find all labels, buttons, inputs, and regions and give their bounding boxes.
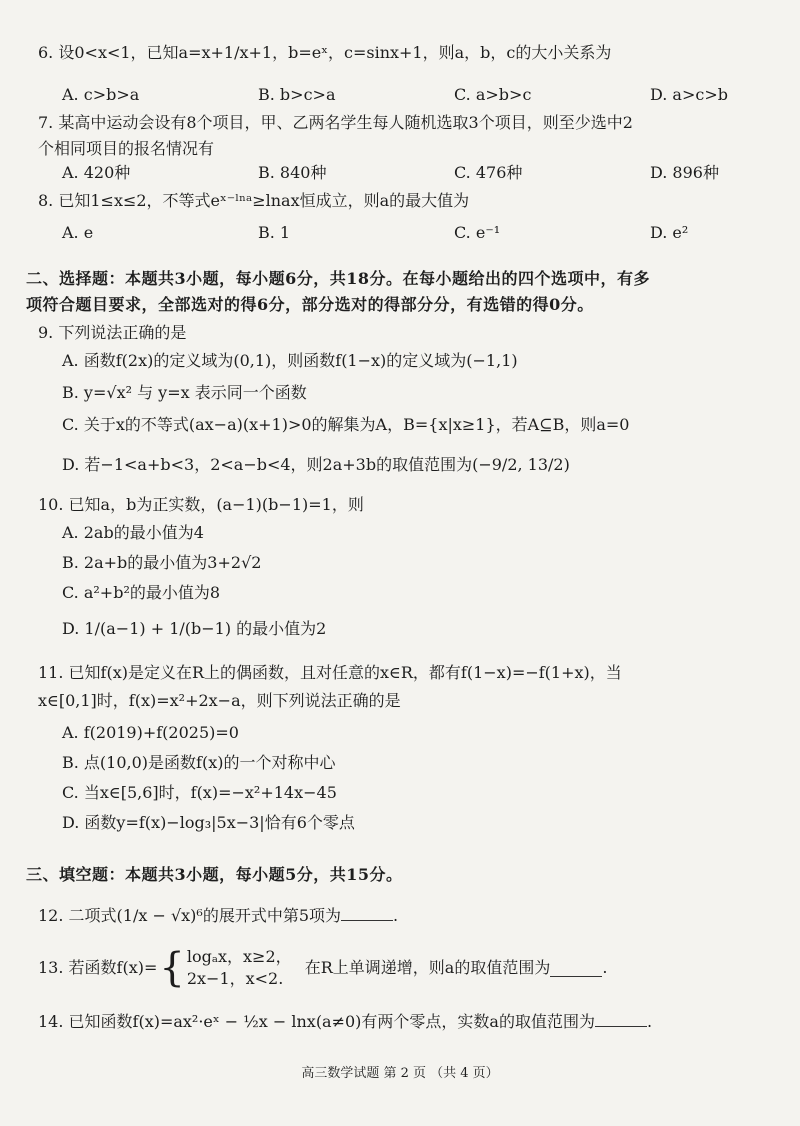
question-8: 8. 已知1≤x≤2，不等式eˣ⁻ˡⁿᵃ≥lnax恒成立，则a的最大值为 [38, 191, 470, 210]
question-14 [38, 1010, 652, 1033]
q6-option-d: D. a>c>b [650, 85, 728, 104]
q6-option-c: C. a>b>c [454, 85, 532, 104]
question-10: 10. 已知a，b为正实数，(a−1)(b−1)=1，则 [38, 495, 364, 514]
q9-option-b: B. y=√x² 与 y=x 表示同一个函数 [62, 383, 307, 402]
q11-option-d: D. 函数y=f(x)−log₃|5x−3|恰有6个零点 [62, 813, 355, 832]
q13-brace: { [159, 945, 185, 991]
q13-prefix: 13. 若函数f(x)= [38, 958, 158, 977]
question-7-cont: 个相同项目的报名情况有 [38, 139, 215, 158]
q10-option-c: C. a²+b²的最小值为8 [62, 583, 221, 602]
question-11-cont: x∈[0,1]时，f(x)=x²+2x−a，则下列说法正确的是 [38, 691, 401, 710]
q13-suffix: 在R上单调递增，则a的取值范围为 [304, 958, 551, 977]
question-6-options [62, 84, 762, 106]
question-8-options [62, 222, 762, 244]
q13-answer-blank [550, 960, 602, 977]
q14-answer-blank [595, 1010, 647, 1027]
q8-option-b: B. 1 [258, 223, 291, 242]
question-13 [38, 946, 607, 994]
q13-case-1: logₐx，x≥2， [186, 947, 292, 966]
q11-option-c: C. 当x∈[5,6]时，f(x)=−x²+14x−45 [62, 783, 337, 802]
q10-option-d: D. 1/(a−1) + 1/(b−1) 的最小值为2 [62, 619, 327, 638]
q9-option-c: C. 关于x的不等式(ax−a)(x+1)>0的解集为A，B={x|x≥1}，若A⊆B，则a=0 [62, 415, 630, 434]
section-2-header: 二、选择题：本题共3小题，每小题6分，共18分。在每小题给出的四个选项中，有多 [26, 269, 651, 288]
q6-option-a: A. c>b>a [62, 85, 140, 104]
q9-option-d: D. 若−1<a+b<3，2<a−b<4，则2a+3b的取值范围为(−9/2, 13/2) [62, 455, 570, 474]
question-12 [38, 904, 398, 927]
question-7-options [62, 162, 762, 184]
q11-option-b: B. 点(10,0)是函数f(x)的一个对称中心 [62, 753, 336, 772]
page-footer: 高三数学试题 第 2 页 （共 4 页） [301, 1066, 499, 1081]
q7-option-a: A. 420种 [62, 163, 131, 182]
section-2-header-cont: 项符合题目要求，全部选对的得6分，部分选对的得部分分，有选错的得0分。 [26, 295, 594, 314]
question-6: 6. 设0<x<1，已知a=x+1/x+1，b=eˣ，c=sinx+1，则a，b，c的大小关系为 [38, 43, 612, 62]
question-11: 11. 已知f(x)是定义在R上的偶函数，且对任意的x∈R，都有f(1−x)=−f(1+x)，当 [38, 663, 622, 682]
q10-option-b: B. 2a+b的最小值为3+2√2 [62, 553, 262, 572]
q12-end: . [393, 906, 399, 925]
q10-option-a: A. 2ab的最小值为4 [62, 523, 204, 542]
section-3-header: 三、填空题：本题共3小题，每小题5分，共15分。 [26, 865, 403, 884]
q14-text: 14. 已知函数f(x)=ax²·eˣ − ½x − lnx(a≠0)有两个零点，实数a的取值范围为 [38, 1012, 595, 1031]
q8-option-a: A. e [62, 223, 94, 242]
q13-case-2: 2x−1，x<2. [186, 969, 284, 988]
q12-answer-blank [341, 904, 393, 921]
q7-option-c: C. 476种 [454, 163, 523, 182]
q12-text: 12. 二项式(1/x − √x)⁶的展开式中第5项为 [38, 906, 342, 925]
q6-option-b: B. b>c>a [258, 85, 336, 104]
q14-end: . [646, 1012, 653, 1031]
q8-option-d: D. e² [650, 223, 689, 242]
question-9: 9. 下列说法正确的是 [38, 323, 187, 342]
q9-option-a: A. 函数f(2x)的定义域为(0,1)，则函数f(1−x)的定义域为(−1,1) [62, 351, 518, 370]
q11-option-a: A. f(2019)+f(2025)=0 [62, 723, 239, 742]
q13-cases [187, 946, 292, 990]
q8-option-c: C. e⁻¹ [454, 223, 501, 242]
question-7: 7. 某高中运动会设有8个项目，甲、乙两名学生每人随机选取3个项目，则至少选中2 [38, 113, 633, 132]
q7-option-b: B. 840种 [258, 163, 327, 182]
q13-end: . [602, 958, 608, 977]
q7-option-d: D. 896种 [650, 163, 719, 182]
